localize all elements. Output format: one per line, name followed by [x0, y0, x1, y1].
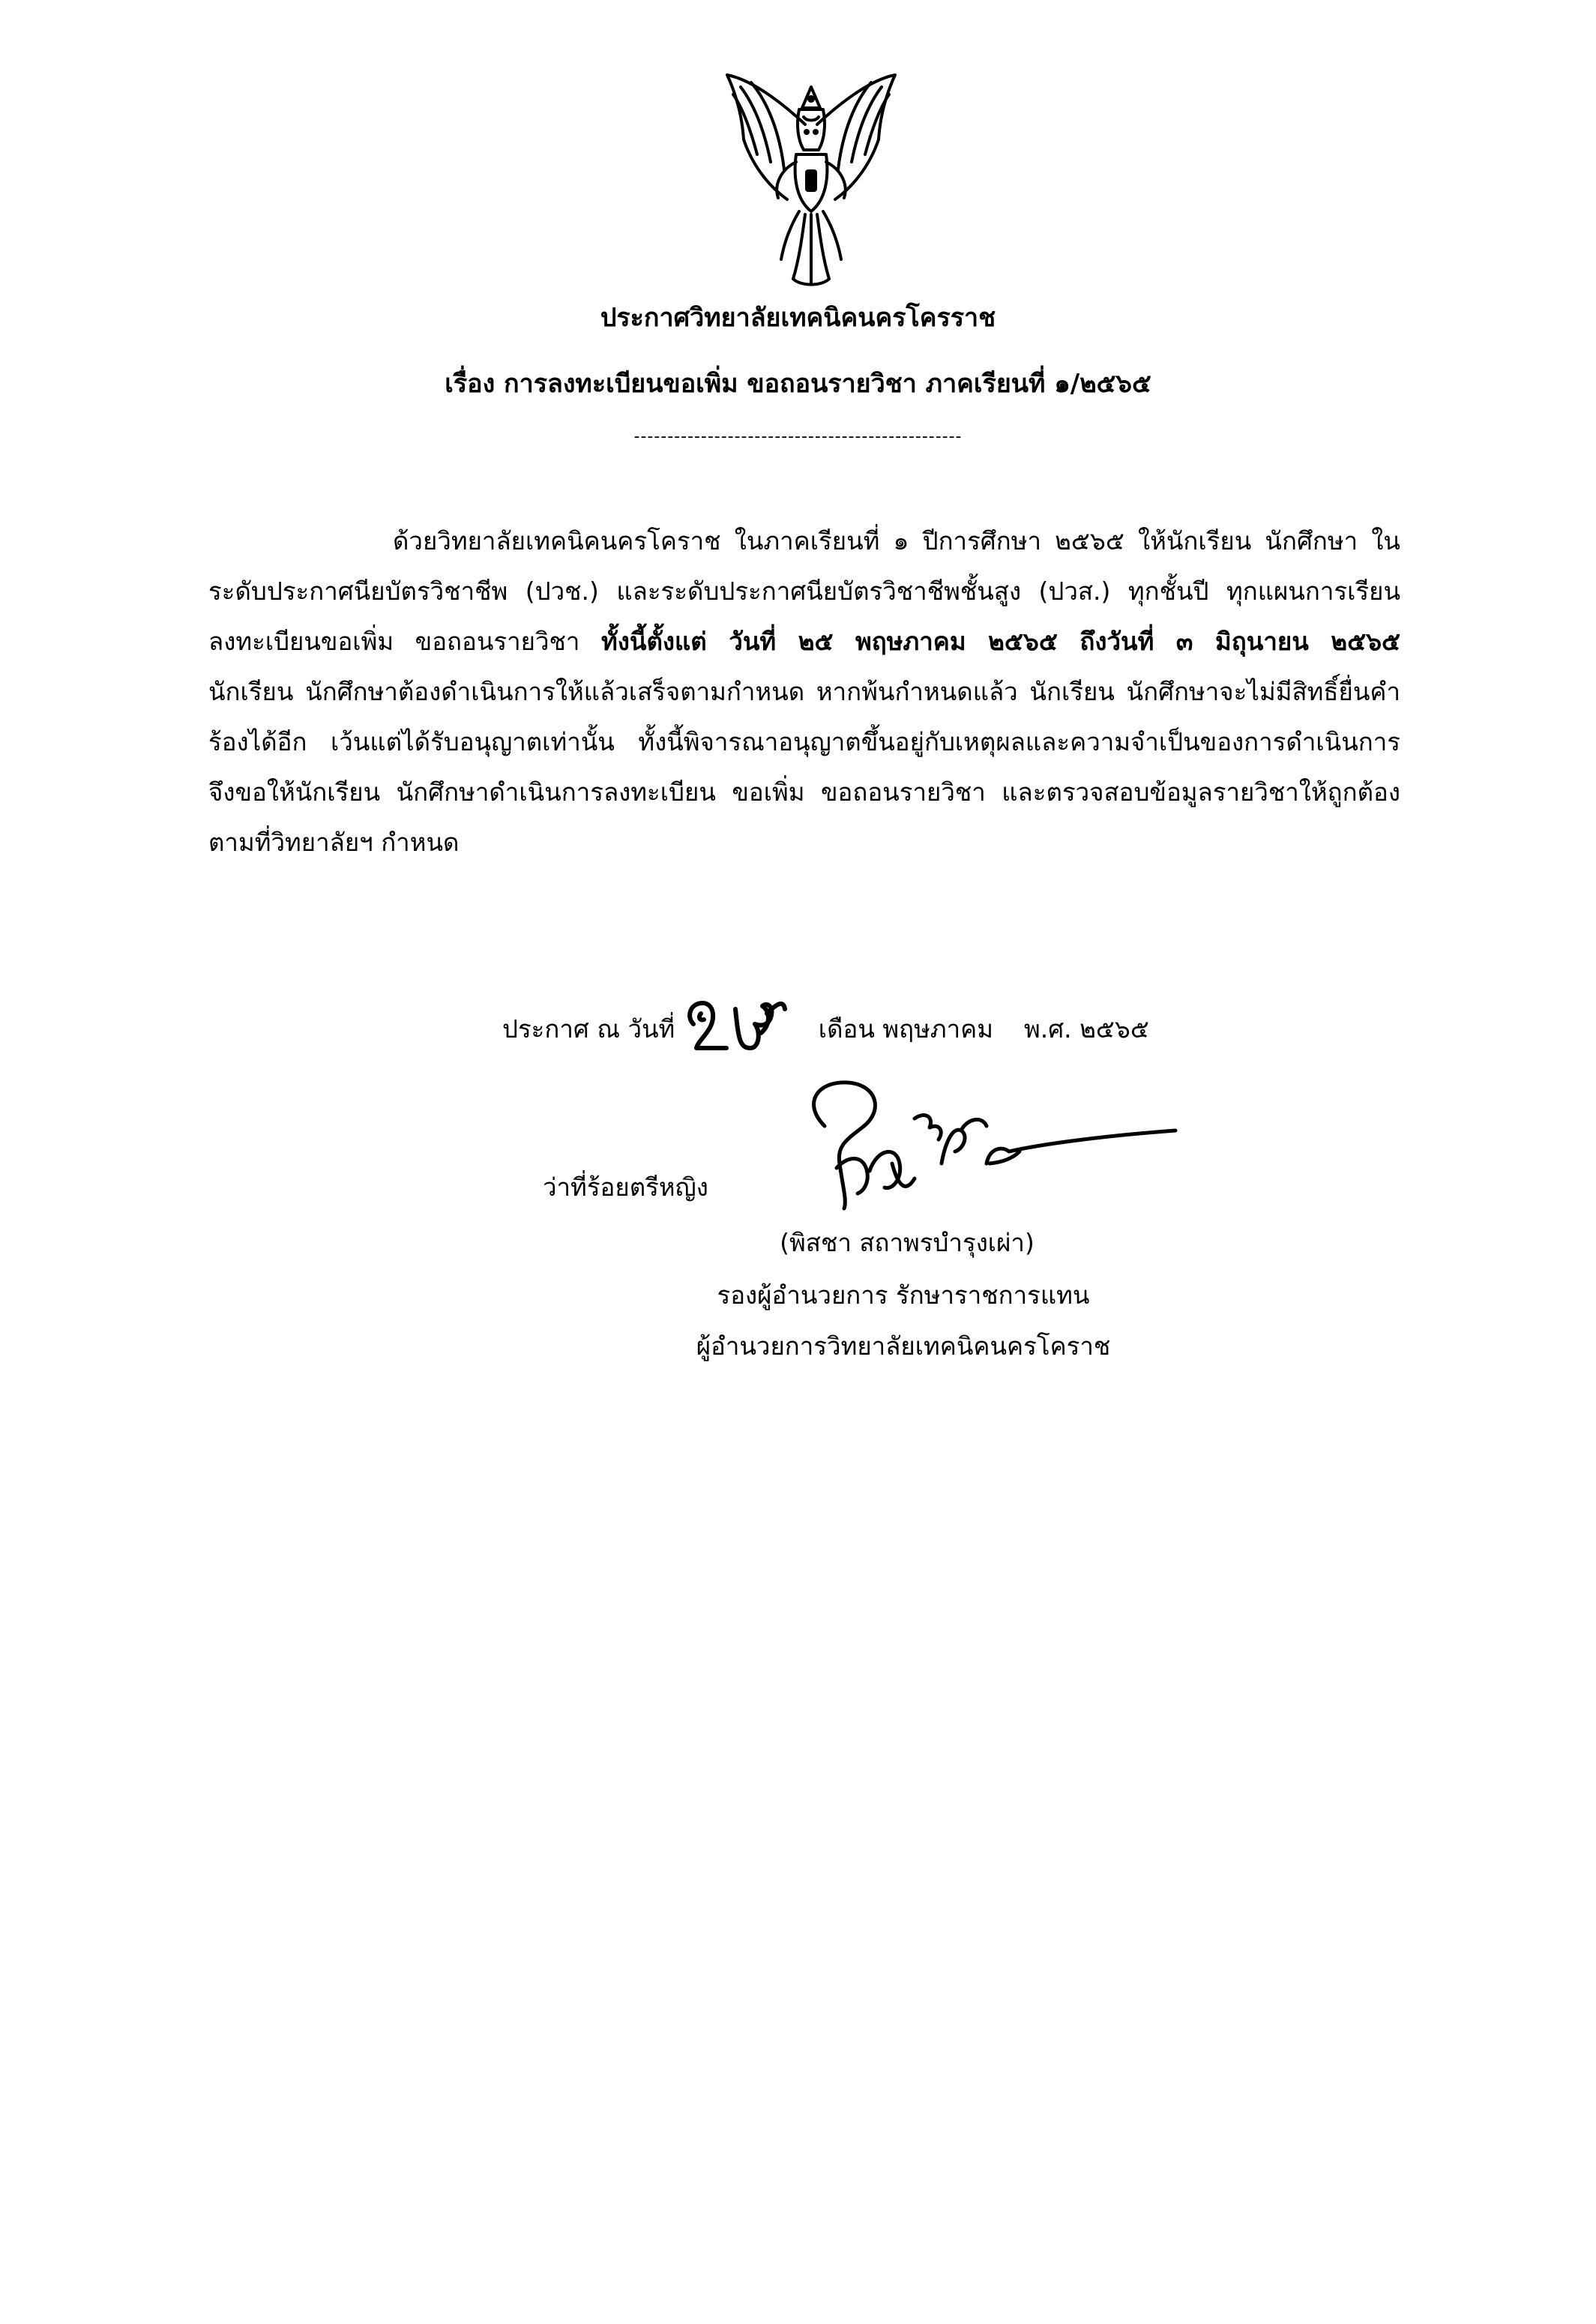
proclamation-year: พ.ศ. ๒๕๖๕	[1023, 1014, 1149, 1044]
garuda-emblem-icon	[721, 72, 901, 289]
body-line-4: นักเรียน นักศึกษาต้องดำเนินการให้แล้วเสร็จตามกำหนด หากพ้นกำหนดแล้ว นักเรียน นักศึกษาจะไม่มีสิทธิ์ยื่นคำ	[208, 677, 1400, 706]
announcement-body	[208, 516, 1400, 867]
signatory-rank: ว่าที่ร้อยตรีหญิง	[543, 1172, 708, 1202]
handwritten-day-icon	[683, 994, 788, 1054]
body-line-5: ร้องได้อีก เว้นแต่ได้รับอนุญาตเท่านั้น ทั้งนี้พิจารณาอนุญาตขึ้นอยู่กับเหตุผลและความจำเป็นของการดำเนินการ	[208, 727, 1400, 756]
body-line-3	[208, 616, 1400, 666]
signatory-position-full: ผู้อำนวยการวิทยาลัยเทคนิคนครโคราช	[696, 1331, 1111, 1361]
announcement-subject: เรื่อง การลงทะเบียนขอเพิ่ม ขอถอนรายวิชา ภาคเรียนที่ ๑/๒๕๖๕	[445, 369, 1151, 399]
body-line-3-text: ลงทะเบียนขอเพิ่ม ขอถอนรายวิชา	[208, 627, 602, 656]
title-divider: -------------------------------------------------	[633, 427, 963, 446]
body-line-2: ระดับประกาศนียบัตรวิชาชีพ (ปวช.) และระดับประกาศนียบัตรวิชาชีพชั้นสูง (ปวส.) ทุกชั้นปี ทุกแผนการเรียน	[208, 577, 1400, 606]
body-line-6: จึงขอให้นักเรียน นักศึกษาดำเนินการลงทะเบียน ขอเพิ่ม ขอถอนรายวิชา และตรวจสอบข้อมูลรายวิชาให้ถูกต้อง	[208, 777, 1400, 807]
registration-period: ทั้งนี้ตั้งแต่ วันที่ ๒๕ พฤษภาคม ๒๕๖๕ ถึงวันที่ ๓ มิถุนายน ๒๕๖๕	[601, 627, 1400, 656]
proclamation-date	[502, 994, 1149, 1062]
proclamation-month: เดือน พฤษภาคม	[818, 1014, 993, 1044]
proclamation-prefix: ประกาศ ณ วันที่	[502, 1014, 675, 1044]
signatory-name: (พิสชา สถาพรบำรุงเผ่า)	[780, 1228, 1035, 1257]
announcement-title: ประกาศวิทยาลัยเทคนิคนครโครราช	[600, 303, 996, 333]
body-line-7: ตามที่วิทยาลัยฯ กำหนด	[208, 828, 460, 857]
signature-icon	[765, 1074, 1184, 1223]
signatory-position: รองผู้อำนวยการ รักษาราชการแทน	[717, 1280, 1090, 1310]
body-line-1: ด้วยวิทยาลัยเทคนิคนครโคราช ในภาคเรียนที่ ๑ ปีการศึกษา ๒๕๖๕ ให้นักเรียน นักศึกษา ใน	[393, 526, 1400, 556]
